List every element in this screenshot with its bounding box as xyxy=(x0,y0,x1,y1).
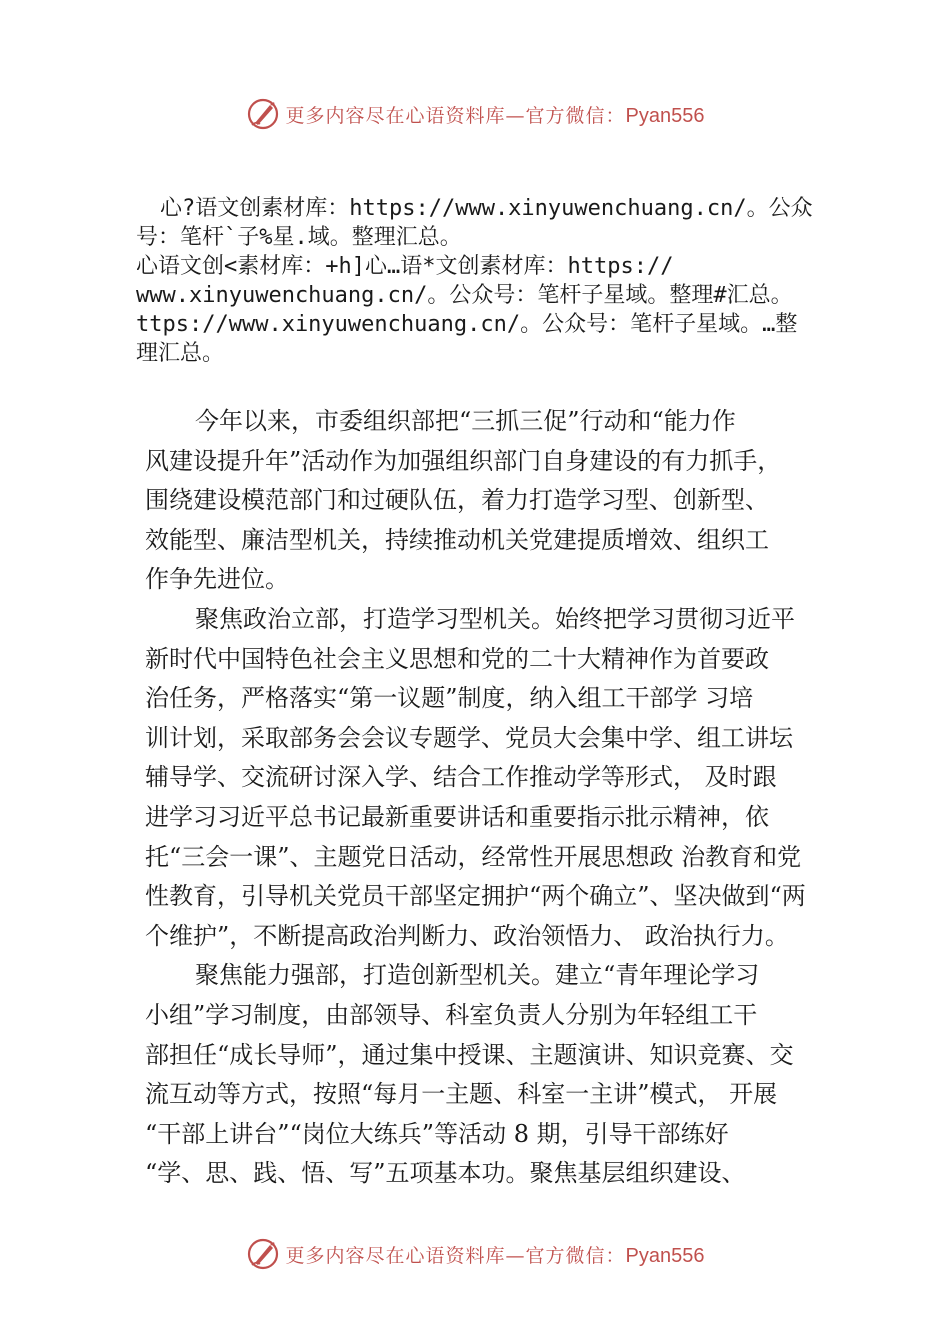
banner-text: 更多内容尽在心语资料库—官方微信： xyxy=(285,1244,626,1267)
promo-line: 理汇总。 xyxy=(136,341,225,366)
paragraph-line: 部担任“成长导师”，通过集中授课、主题演讲、知识竞赛、交 xyxy=(145,1040,794,1069)
paragraph-line: 作争先进位。 xyxy=(145,565,289,594)
paragraph-line: 辅导学、交流研讨深入学、结合工作推动学等形式， 及时跟 xyxy=(145,763,777,792)
paragraph-political xyxy=(145,600,845,956)
footer-banner xyxy=(0,1234,950,1274)
paragraph-line: 小组”学习制度，由部领导、科室负责人分别为年轻组工干 xyxy=(145,1000,758,1029)
promo-line: 号：笔杆`子%星.域。整理汇总。 xyxy=(136,225,462,250)
promo-block xyxy=(136,194,846,368)
promo-line: 心?语文创素材库：https://www.xinyuwenchuang.cn/。公众 xyxy=(160,196,813,221)
paragraph-line: 流互动等方式，按照“每月一主题、科室一主讲”模式， 开展 xyxy=(145,1080,778,1109)
paragraph-line: 聚焦政治立部，打造学习型机关。始终把学习贯彻习近平 xyxy=(195,604,795,633)
promo-line: 心语文创<素材库：+h]心…语*文创素材库：https:// xyxy=(136,254,674,279)
paragraph-line: 托“三会一课”、主题党日活动，经常性开展思想政 治教育和党 xyxy=(145,842,802,871)
paragraph-line: “干部上讲台”“岗位大练兵”等活动 8 期，引导干部练好 xyxy=(145,1119,729,1148)
paragraph-line: 治任务，严格落实“第一议题”制度，纳入组工干部学 习培 xyxy=(145,684,754,713)
paragraph-ability xyxy=(145,956,845,1194)
banner-label xyxy=(286,101,705,128)
paragraph-line: 今年以来，市委组织部把“三抓三促”行动和“能力作 xyxy=(195,407,736,435)
paragraph-line: 个维护”，不断提高政治判断力、政治领悟力、 政治执行力。 xyxy=(145,921,789,950)
paragraph-line: 新时代中国特色社会主义思想和党的二十大精神作为首要政 xyxy=(145,644,769,673)
quill-pen-logo-icon xyxy=(246,97,280,131)
paragraph-intro xyxy=(145,402,845,600)
banner-label xyxy=(286,1241,705,1268)
wechat-id: Pyan556 xyxy=(625,1244,705,1267)
body-article xyxy=(145,402,845,1194)
paragraph-line: 进学习习近平总书记最新重要讲话和重要指示批示精神，依 xyxy=(145,802,769,831)
wechat-id: Pyan556 xyxy=(625,104,705,127)
paragraph-line: 风建设提升年”活动作为加强组织部门自身建设的有力抓手， xyxy=(145,446,782,475)
paragraph-line: 训计划，采取部务会会议专题学、党员大会集中学、组工讲坛 xyxy=(145,723,793,752)
quill-pen-logo-icon xyxy=(246,1237,280,1271)
promo-line: www.xinyuwenchuang.cn/。公众号：笔杆子星域。整理#汇总。 xyxy=(136,283,793,308)
paragraph-line: 性教育，引导机关党员干部坚定拥护“两个确立”、坚决做到“两 xyxy=(145,882,806,911)
paragraph-line: “学、思、践、悟、写”五项基本功。聚焦基层组织建设、 xyxy=(145,1159,746,1188)
paragraph-line: 围绕建设模范部门和过硬队伍，着力打造学习型、创新型、 xyxy=(145,486,769,515)
promo-line: ttps://www.xinyuwenchuang.cn/。公众号：笔杆子星域。…整 xyxy=(136,312,798,337)
paragraph-line: 效能型、廉洁型机关，持续推动机关党建提质增效、组织工 xyxy=(145,525,769,554)
header-banner xyxy=(0,94,950,134)
paragraph-line: 聚焦能力强部，打造创新型机关。建立“青年理论学习 xyxy=(195,961,760,990)
banner-text: 更多内容尽在心语资料库—官方微信： xyxy=(285,104,626,127)
